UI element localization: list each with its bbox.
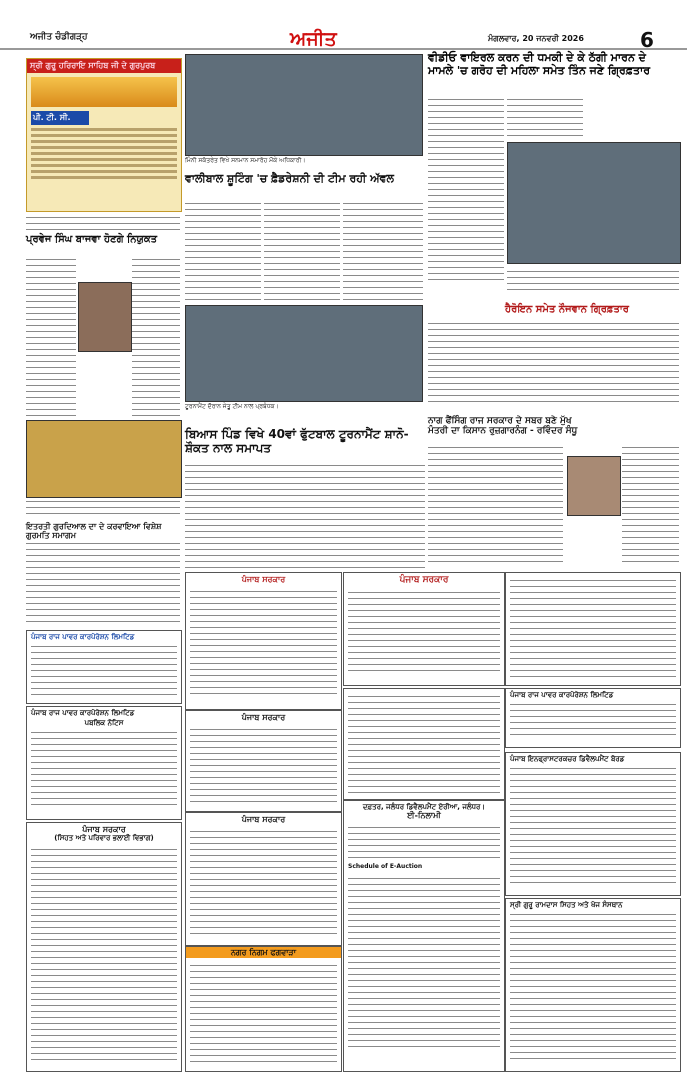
story-headline-football: ਬਿਆਸ ਪਿੰਡ ਵਿਖੇ 40ਵਾਂ ਫੁੱਟਬਾਲ ਟੂਰਨਾਮੈਂਟ ਸ਼ਾਨੋ-ਸ਼ੌਕਤ ਨਾਲ ਸਮਾਪਤ: [185, 427, 409, 455]
story-headline-nag: [428, 416, 679, 437]
ad-pspcl-right: [505, 688, 681, 748]
ad-punjab-infra: [505, 752, 681, 896]
print-color-strip: [0, 1074, 687, 1089]
story-headline-heroin: ਹੈਰੋਇਨ ਸਮੇਤ ਨੌਜਵਾਨ ਗ੍ਰਿਫ਼ਤਾਰ: [505, 304, 629, 315]
ad-e-auction: [343, 800, 505, 1072]
masthead-date: ਮੰਗਲਵਾਰ, 20 ਜਨਵਰੀ 2026: [488, 34, 584, 43]
headline-line: ਮੰਤਰੀ ਦਾ ਕਿਸਾਨ ਰੁਜ਼ਗਾਰਨੰਗ - ਰਵਿੰਦਰ ਸੰਧੂ: [428, 426, 578, 437]
ad-title: ਪੰਜਾਬ ਰਾਜ ਪਾਵਰ ਕਾਰਪੋਰੇਸ਼ਨ ਲਿਮਟਿਡ: [31, 633, 135, 641]
gurpurab-ad-title: ਸ੍ਰੀ ਗੁਰੂ ਹਰਿਰਾਇ ਸਾਹਿਬ ਜੀ ਦੇ ਗੁਰਪੁਰਬ: [27, 59, 181, 73]
ad-notice-right-top: [505, 572, 681, 686]
article-body: [185, 200, 261, 300]
ad-body: [510, 701, 676, 739]
ad-body: [190, 726, 337, 802]
ad-title: ਪੰਜਾਬ ਰਾਜ ਪਾਵਰ ਕਾਰਪੋਰੇਸ਼ਨ ਲਿਮਟਿਡ: [31, 709, 135, 717]
ad-title: ਪੰਜਾਬ ਸਰਕਾਰ: [82, 825, 126, 834]
headline-line: ਮਾਮਲੇ 'ਚ ਗਰੋਹ ਦੀ ਮਹਿਲਾ ਸਮੇਤ ਤਿੰਨ ਜਣੇ ਗ੍ਰਿਫ਼ਤਾਰ: [428, 63, 651, 77]
ad-subtitle: (ਸਿਹਤ ਅਤੇ ਪਰਿਵਾਰ ਭਲਾਈ ਵਿਭਾਗ): [54, 834, 154, 843]
ad-title: ਨਗਰ ਨਿਗਮ ਫਗਵਾੜਾ: [186, 947, 341, 958]
article-body: [507, 96, 583, 140]
ad-punjab-sarkar-2: [185, 710, 342, 812]
ad-title: ਪੰਜਾਬ ਸਰਕਾਰ: [241, 815, 286, 824]
ad-body: [31, 846, 177, 1064]
ad-body: [510, 765, 676, 885]
ad-health-institute: [505, 898, 681, 1072]
article-body: [26, 256, 76, 416]
ad-body: [31, 729, 177, 807]
article-body: [343, 200, 423, 300]
ad-subtitle: ਪਬਲਿਕ ਨੋਟਿਸ: [84, 719, 124, 728]
article-body: [622, 444, 679, 562]
ad-pspcl-left-2: [26, 706, 182, 820]
masthead-location: ਅਜੀਤ ਚੰਡੀਗੜ੍ਹ: [30, 32, 88, 42]
ad-punjab-sarkar-center-2: [343, 688, 505, 800]
ad-body: [348, 875, 500, 1051]
ad-title: ਪੰਜਾਬ ਸਰਕਾਰ: [241, 575, 286, 584]
portrait-photo: [567, 456, 621, 516]
ad-body: [348, 589, 500, 675]
ad-title: ਪੰਜਾਬ ਸਰਕਾਰ: [399, 575, 449, 585]
story-headline-left-bottom: ਇਤਰਤੀ ਗੁਰਦਿਆਲ ਦਾ ਦੇ ਕਰਵਾਇਆ ਵਿਸ਼ੇਸ਼ ਗੁਰਮਤਿ ਸਮਾਗਮ: [26, 522, 162, 541]
portrait-photo: [78, 282, 132, 352]
article-body: [264, 200, 340, 300]
ad-title: ਪੰਜਾਬ ਇਨਫ੍ਰਾਸਟਰਕਚਰ ਡਿਵੈਲਪਮੈਂਟ ਬੋਰਡ: [510, 755, 625, 763]
ad-title: ਪੰਜਾਬ ਸਰਕਾਰ: [241, 713, 286, 722]
group-photo-middle: [185, 305, 423, 402]
ad-body: [348, 824, 500, 860]
article-body: [428, 96, 504, 281]
article-body: [428, 320, 679, 404]
ad-schedule-title: Schedule of E-Auction: [348, 863, 423, 871]
ad-body: [190, 828, 337, 936]
photo-caption-middle: ਟੂਰਨਾਮੈਂਟ ਦੌਰਾਨ ਜੇਤੂ ਟੀਮ ਨਾਲ ਪ੍ਰਬੰਧਕ।: [185, 403, 279, 410]
article-body: [185, 462, 425, 568]
ad-body: [510, 911, 676, 1061]
ad-body: [510, 577, 676, 681]
ceremony-photo: [26, 420, 182, 498]
ptc-badge: ਪੀ. ਟੀ. ਸੀ.: [31, 111, 89, 125]
masthead-title: ਅਜੀਤ: [290, 28, 337, 50]
ad-body: [190, 962, 337, 1066]
ad-title: ਦਫ਼ਤਰ, ਜਲੰਧਰ ਡਿਵੈਲਪਮੈਂਟ ਏਰੀਆ, ਜਲੰਧਰ।: [362, 803, 486, 811]
article-body: [26, 540, 180, 626]
group-photo-top: [185, 54, 423, 156]
ad-title: ਸ੍ਰੀ ਗੁਰੂ ਰਾਮਦਾਸ ਸਿਹਤ ਅਤੇ ਖੋਜ ਸੰਸਥਾਨ: [510, 901, 623, 909]
ad-body: [31, 643, 177, 695]
photo-caption-top: ਮਿੰਨੀ ਸਕੱਤਰੇਤ ਵਿਖੇ ਸਨਮਾਨ ਸਮਾਰੋਹ ਮੌਕੇ ਅਧਿਕਾਰੀ।: [185, 157, 306, 164]
article-body: [132, 256, 180, 416]
ad-health-dept: [26, 822, 182, 1072]
story-headline-volleyball: ਵਾਲੀਬਾਲ ਸ਼ੂਟਿੰਗ 'ਚ ਫ਼ੈਡਰੇਸ਼ਨੀ ਦੀ ਟੀਮ ਰਹੀ ਅੱਵਲ: [185, 172, 394, 185]
ad-subtitle: ਈ-ਨਿਲਾਮੀ: [407, 811, 441, 821]
ad-punjab-sarkar-4: [343, 572, 505, 686]
golden-temple-image: [31, 77, 177, 107]
article-body: [26, 214, 180, 230]
ad-body: [190, 588, 337, 696]
gurpurab-ad: [26, 58, 182, 212]
headline-line: ਵੀਡੀਓ ਵਾਇਰਲ ਕਰਨ ਦੀ ਧਮਕੀ ਦੇ ਕੇ ਠੱਗੀ ਮਾਰਨ ਦੇ: [428, 51, 646, 64]
ad-body: [348, 693, 500, 793]
ad-title: ਪੰਜਾਬ ਰਾਜ ਪਾਵਰ ਕਾਰਪੋਰੇਸ਼ਨ ਲਿਮਟਿਡ: [510, 691, 614, 699]
ad-nagar-nigam: [185, 946, 342, 1072]
story-headline-pervej: ਪ੍ਰਵੇਜ ਸਿੰਘ ਬਾਜਵਾ ਹੋਣਗੇ ਨਿਯੁਕਤ: [26, 234, 158, 245]
headline-line: ਨਾਗ ਫੈਂਸਿੰਗ ਰਾਜ ਸਰਕਾਰ ਦੇ ਸਬਰ ਬਣੇ ਮੁੱਖ: [428, 416, 572, 426]
article-body: [428, 444, 563, 562]
ad-punjab-sarkar-3: [185, 812, 342, 946]
story-headline-top-right: [428, 52, 678, 77]
arrest-photo: [507, 142, 681, 264]
page-number: 6: [640, 28, 654, 52]
photo-caption-left: [26, 498, 180, 518]
ad-punjab-sarkar-1: [185, 572, 342, 710]
article-body: [507, 268, 679, 292]
ad-pspcl-left: [26, 630, 182, 704]
